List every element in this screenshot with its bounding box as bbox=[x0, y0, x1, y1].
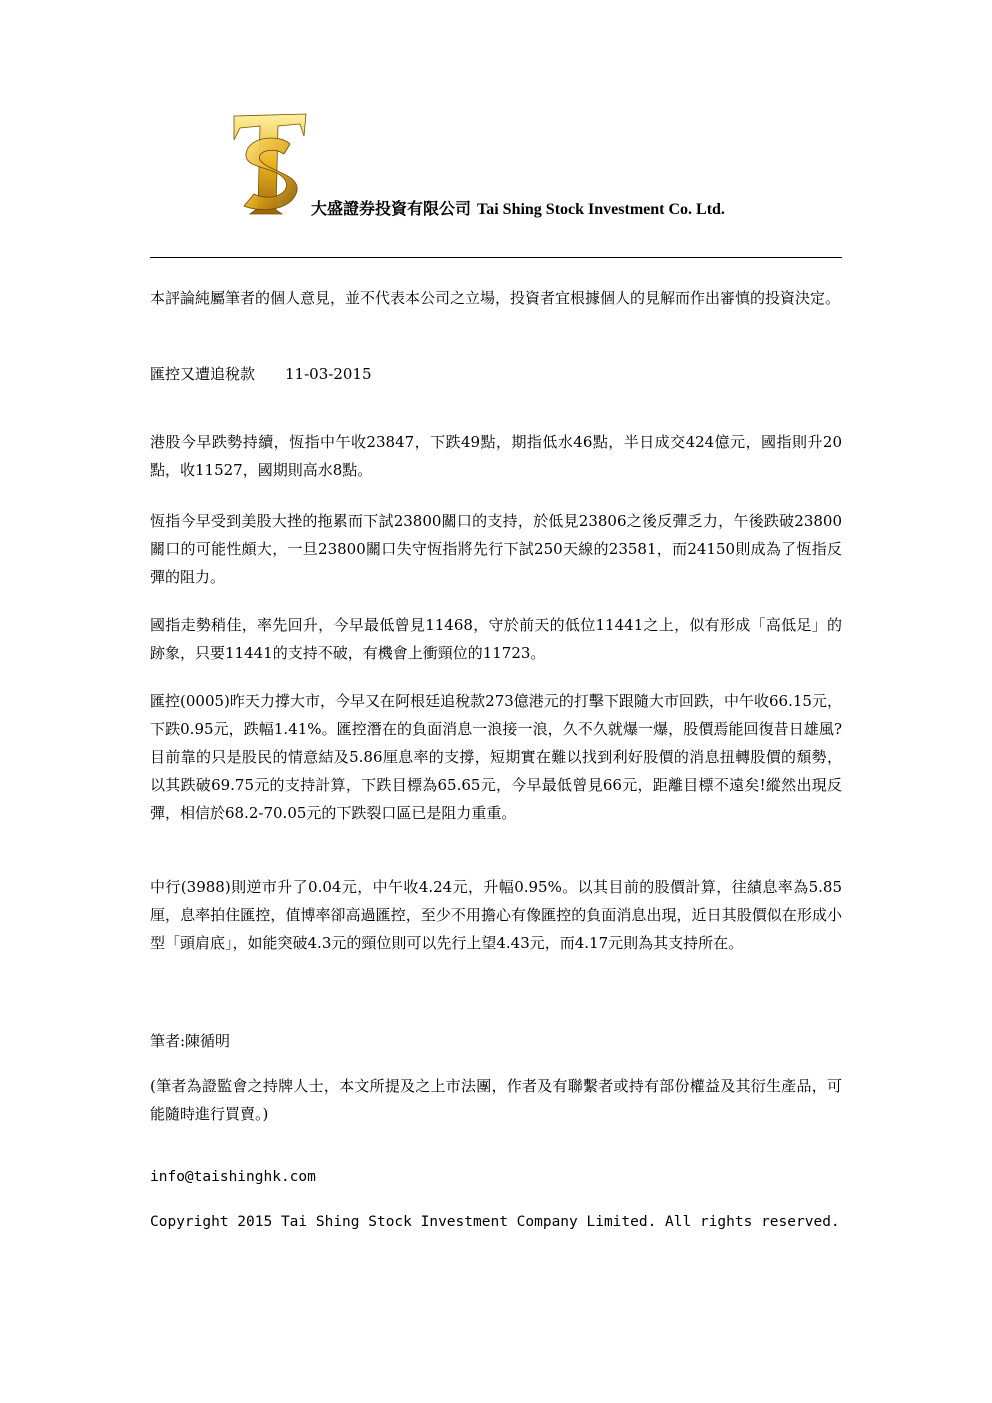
author-line: 筆者:陳循明 bbox=[150, 1032, 231, 1050]
company-name-zh: 大盛證券投資有限公司 bbox=[311, 201, 472, 218]
copyright-notice: Copyright 2015 Tai Shing Stock Investment Company Limited. All rights reserved. bbox=[150, 1214, 840, 1230]
article-date: 11-03-2015 bbox=[285, 365, 372, 383]
article-paragraph: 國指走勢稍佳，率先回升，今早最低曾見11468，守於前天的低位11441之上，似有形成「高低足」的跡象，只要11441的支持不破，有機會上衝頸位的11723。 bbox=[150, 616, 842, 662]
disclaimer: 本評論純屬筆者的個人意見，並不代表本公司之立場，投資者宜根據個人的見解而作出審慎的投資決定。 bbox=[150, 289, 841, 307]
company-name-en: Tai Shing Stock Investment Co. Ltd. bbox=[477, 201, 725, 218]
article-paragraph: 恆指今早受到美股大挫的拖累而下試23800關口的支持，於低見23806之後反彈乏力，午後跌破23800關口的可能性頗大，一旦23800關口失守恆指將先行下試250天線的23581，而24150則成為了恆指反彈的阻力。 bbox=[150, 512, 842, 586]
company-name bbox=[311, 199, 725, 221]
article-paragraph: 港股今早跌勢持續，恆指中午收23847，下跌49點，期指低水46點，半日成交424億元，國指則升20點，收11527，國期則高水8點。 bbox=[150, 433, 842, 479]
article-paragraph: 匯控(0005)昨天力撐大市，今早又在阿根廷追稅款273億港元的打擊下跟隨大市回跌，中午收66.15元，下跌0.95元，跌幅1.41%。匯控潛在的負面消息一浪接一浪，久不久就爆一爆，股價焉能回復昔日雄風?目前靠的只是股民的情意結及5.86厘息率的支撐，短期實在難以找到利好股價的消息扭轉股價的頹勢，以其跌破69.75元的支持計算，下跌目標為65.65元，今早最低曾見66元，距離目標不遠矣!縱然出現反彈，相信於68.2-70.05元的下跌裂口區已是阻力重重。 bbox=[150, 692, 842, 822]
contact-email-link[interactable]: info@taishinghk.com bbox=[150, 1169, 316, 1185]
header-divider bbox=[150, 257, 842, 258]
company-logo-icon bbox=[228, 110, 310, 218]
article-paragraph: 中行(3988)則逆市升了0.04元，中午收4.24元，升幅0.95%。以其目前的股價計算，往績息率為5.85厘，息率拍住匯控，值博率卻高過匯控，至少不用擔心有像匯控的負面消息出現，近日其股價似在形成小型「頭肩底」，如能突破4.3元的頸位則可以先行上望4.43元，而4.17元則為其支持所在。 bbox=[150, 878, 842, 952]
article-title: 匯控又遭追稅款 bbox=[150, 365, 256, 383]
author-note: (筆者為證監會之持牌人士，本文所提及之上市法團，作者及有聯繫者或持有部份權益及其衍生產品，可能隨時進行買賣。) bbox=[150, 1077, 842, 1123]
article-heading bbox=[150, 360, 372, 388]
